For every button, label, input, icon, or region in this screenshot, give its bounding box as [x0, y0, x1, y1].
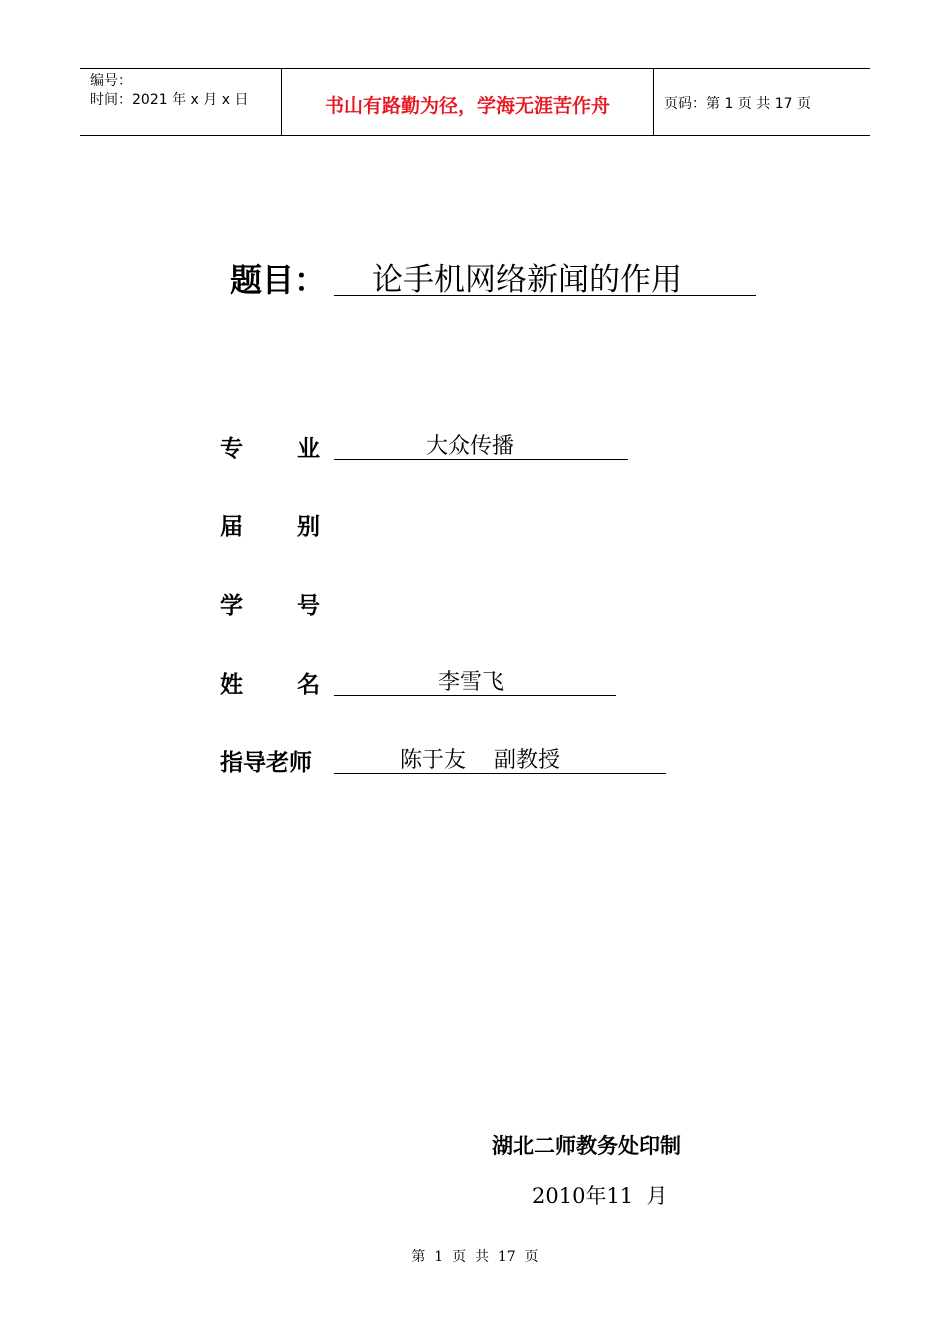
time-label: 时间：2021 年 x 月 x 日 — [90, 92, 249, 108]
page-number-footer: 第 1 页 共 17 页 — [411, 1249, 539, 1265]
major-value: 大众传播 — [334, 432, 628, 460]
document-header — [80, 68, 870, 136]
header-page-info: 页码：第 1 页 共 17 页 — [664, 96, 811, 112]
student-id-label: 学号 — [220, 593, 374, 619]
name-value: 李雪飞 — [334, 668, 616, 696]
motto-text: 书山有路勤为径，学海无涯苦作舟 — [324, 95, 610, 117]
grade-label: 届别 — [220, 514, 374, 540]
major-label: 专业 — [220, 436, 374, 462]
title-value: 论手机网络新闻的作用 — [334, 258, 756, 296]
header-page-cell — [654, 69, 870, 135]
title-label: 题目： — [230, 261, 327, 299]
name-label: 姓名 — [220, 672, 374, 698]
print-date: 2010年11 月 — [532, 1184, 668, 1208]
printer-note: 湖北二师教务处印制 — [492, 1134, 681, 1158]
header-motto-cell — [282, 69, 654, 135]
advisor-value: 陈于友 副教授 — [334, 746, 666, 774]
number-label: 编号： — [90, 73, 132, 89]
header-meta-cell — [80, 69, 282, 135]
advisor-label: 指导老师 — [220, 750, 312, 776]
